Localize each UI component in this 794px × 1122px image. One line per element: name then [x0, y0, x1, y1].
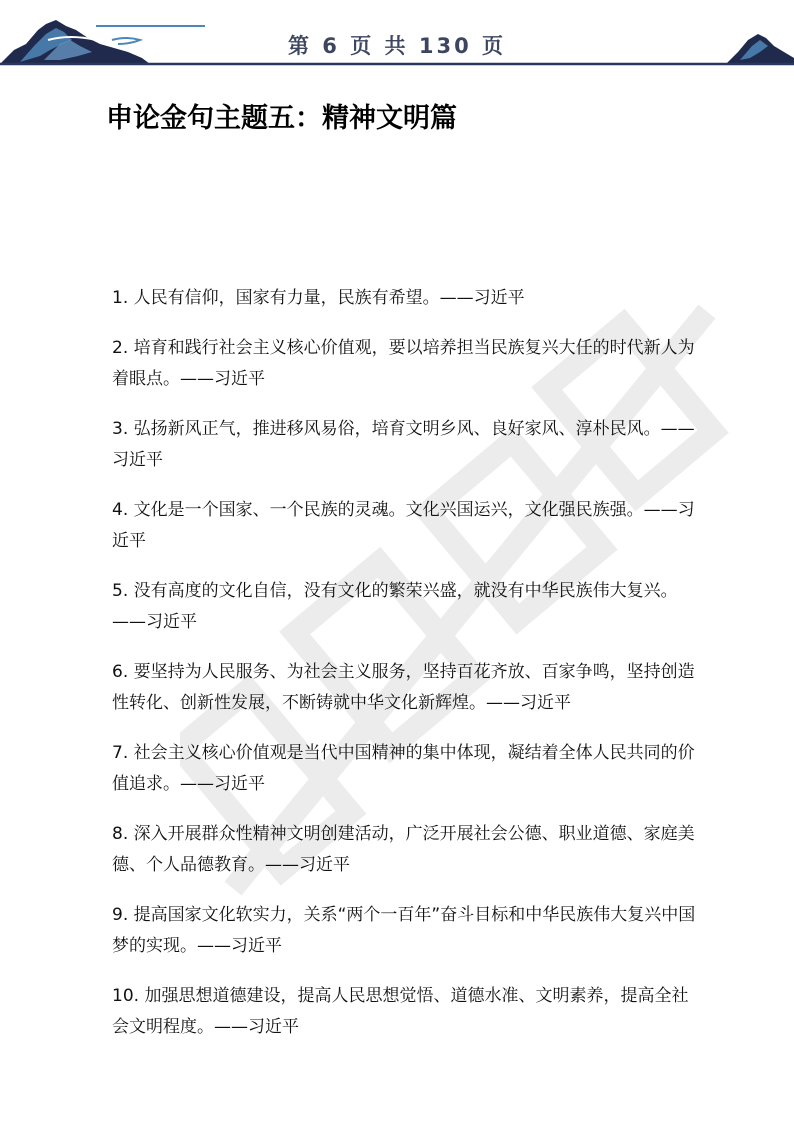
list-item: 8. 深入开展群众性精神文明创建活动，广泛开展社会公德、职业道德、家庭美德、个人品德教育。——习近平	[112, 824, 695, 875]
list-item: 1. 人民有信仰，国家有力量，民族有希望。——习近平	[112, 288, 525, 308]
list-item: 9. 提高国家文化软实力，关系“两个一百年”奋斗目标和中华民族伟大复兴中国梦的实现。——习近平	[112, 905, 696, 956]
page-header	[0, 0, 794, 70]
quote-list	[112, 283, 697, 1062]
list-item: 4. 文化是一个国家、一个民族的灵魂。文化兴国运兴，文化强民族强。——习近平	[112, 500, 695, 551]
page-title: 申论金句主题五：精神文明篇	[106, 103, 457, 134]
list-item: 3. 弘扬新风正气，推进移风易俗，培育文明乡风、良好家风、淳朴民风。——习近平	[112, 419, 695, 470]
list-item: 5. 没有高度的文化自信，没有文化的繁荣兴盛，就没有中华民族伟大复兴。——习近平	[112, 581, 678, 632]
list-item: 2. 培育和践行社会主义核心价值观，要以培养担当民族复兴大任的时代新人为着眼点。——习近平	[112, 338, 695, 389]
page-indicator: 第 6 页 共 130 页	[287, 34, 506, 58]
list-item: 6. 要坚持为人民服务、为社会主义服务，坚持百花齐放、百家争鸣，坚持创造性转化、创新性发展，不断铸就中华文化新辉煌。——习近平	[112, 662, 695, 713]
list-item: 10. 加强思想道德建设，提高人民思想觉悟、道德水准、文明素养，提高全社会文明程度。——习近平	[112, 986, 689, 1037]
list-item: 7. 社会主义核心价值观是当代中国精神的集中体现，凝结着全体人民共同的价值追求。——习近平	[112, 743, 695, 794]
